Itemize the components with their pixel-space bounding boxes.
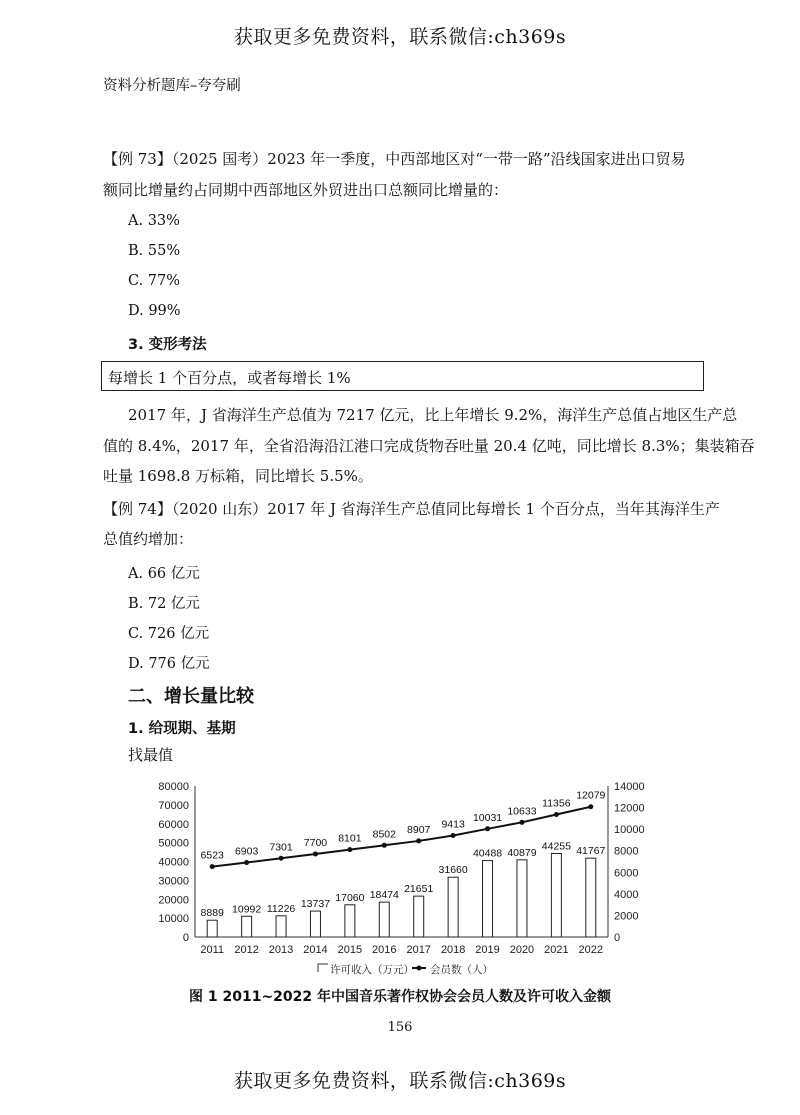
bar-value-label: 31660 (438, 864, 468, 877)
line-value-label: 11356 (542, 797, 571, 810)
left-tick-label: 10000 (158, 913, 189, 926)
line-point (313, 851, 318, 856)
bar (207, 920, 217, 937)
right-tick-label: 10000 (614, 824, 645, 837)
chart-caption: 图 1 2011~2022 年中国音乐著作权协会会员人数及许可收入金额 (188, 989, 612, 1005)
line-point (279, 856, 284, 861)
line-point (485, 826, 490, 831)
option-c-74: C. 726 亿元 (128, 626, 210, 642)
bar-value-label: 8889 (200, 907, 224, 920)
line-point (347, 847, 352, 852)
line-value-label: 6523 (200, 849, 224, 862)
bar (379, 902, 389, 937)
example-73-line-2: 额同比增量约占同期中西部地区外贸进出口总额同比增量的： (103, 181, 509, 199)
line-point (554, 812, 559, 817)
top-banner: 获取更多免费资料，联系微信:ch369s (233, 26, 567, 48)
x-tick-label: 2020 (509, 944, 535, 956)
line-point (588, 804, 593, 809)
left-tick-label: 0 (182, 932, 189, 944)
option-d: D. 99% (128, 303, 181, 319)
line-point (451, 833, 456, 838)
bar-value-label: 10992 (232, 903, 262, 916)
option-d-74: D. 776 亿元 (128, 656, 210, 672)
section-heading: 二、增长量比较 (128, 686, 254, 707)
bar-value-label: 11226 (266, 902, 296, 915)
x-tick-label: 2022 (578, 944, 604, 956)
example-74-line-2: 总值约增加： (103, 530, 194, 548)
bar (483, 861, 493, 937)
right-tick-label: 4000 (614, 888, 639, 901)
bar (242, 916, 252, 937)
line-value-label: 8907 (407, 823, 431, 836)
option-b: B. 55% (128, 243, 181, 259)
bar-value-label: 18474 (369, 889, 399, 902)
line-point (519, 820, 524, 825)
breadcrumb: 资料分析题库–夸夸刷 (103, 78, 241, 94)
line-value-label: 6903 (234, 845, 259, 858)
x-tick-label: 2021 (544, 944, 569, 956)
bar-value-label: 44255 (541, 840, 571, 853)
bar (345, 905, 355, 937)
bottom-banner: 获取更多免费资料，联系微信:ch369s (233, 1070, 567, 1092)
left-tick-label: 70000 (158, 799, 189, 812)
passage-line-1: 2017 年，J 省海洋生产总值为 7217 亿元，比上年增长 9.2%，海洋生产总值占地区生产总 (128, 406, 738, 424)
line-value-label: 7301 (269, 841, 293, 854)
x-tick-label: 2017 (406, 944, 431, 956)
left-tick-label: 50000 (158, 837, 189, 850)
find-max-label: 找最值 (128, 746, 174, 764)
legend-line-label: 会员数（人） (430, 964, 493, 976)
line-value-label: 7700 (303, 836, 328, 849)
left-tick-label: 20000 (158, 894, 189, 907)
example-74-line-1: 【例 74】（2020 山东）2017 年 J 省海洋生产总值同比每增长 1 个百分点，当年其海洋生产 (103, 500, 720, 518)
option-a-74: A. 66 亿元 (128, 566, 200, 582)
bar (414, 896, 424, 937)
bar-value-label: 40488 (472, 847, 503, 860)
x-tick-label: 2016 (372, 944, 397, 956)
line-point (416, 838, 421, 843)
bar (276, 916, 286, 937)
bar-value-label: 41767 (576, 845, 606, 858)
bar (448, 877, 458, 937)
line-value-label: 9413 (441, 818, 465, 831)
left-tick-label: 40000 (158, 856, 189, 869)
line-point (210, 864, 215, 869)
x-tick-label: 2019 (475, 944, 500, 956)
x-tick-label: 2012 (234, 944, 259, 956)
bar (310, 911, 320, 937)
bar-value-label: 21651 (404, 883, 434, 896)
bar (586, 858, 596, 937)
bar (517, 860, 527, 937)
x-tick-label: 2018 (440, 944, 466, 956)
right-tick-label: 2000 (614, 910, 639, 923)
left-tick-label: 30000 (158, 875, 189, 888)
legend-bar-label: 许可收入（万元） (330, 964, 414, 976)
passage-line-2: 值的 8.4%，2017 年，全省沿海沿江港口完成货物吞吐量 20.4 亿吨，同比增长 8.3%；集装箱吞 (103, 437, 755, 455)
right-tick-label: 0 (614, 932, 621, 944)
option-b-74: B. 72 亿元 (128, 596, 200, 612)
x-tick-label: 2015 (337, 944, 363, 956)
example-73-line-1: 【例 73】（2025 国考）2023 年一季度，中西部地区对“一带一路”沿线国家进出口贸易 (103, 150, 686, 168)
line-point (382, 843, 387, 848)
line-point (244, 860, 249, 865)
left-tick-label: 60000 (158, 818, 189, 831)
legend-line-marker (417, 966, 422, 971)
option-c: C. 77% (128, 273, 181, 289)
bar-value-label: 13737 (300, 898, 331, 911)
subsection-heading: 1. 给现期、基期 (128, 721, 236, 737)
passage-line-3: 吐量 1698.8 万标箱，同比增长 5.5%。 (103, 467, 373, 485)
right-tick-label: 8000 (614, 845, 639, 858)
legend-bar-swatch (318, 964, 328, 972)
bar-value-label: 17060 (335, 891, 365, 904)
x-tick-label: 2013 (268, 944, 294, 956)
method-heading: 3. 变形考法 (128, 337, 207, 353)
left-tick-label: 80000 (158, 781, 189, 793)
bar-value-label: 40879 (507, 846, 537, 859)
line-value-label: 8502 (372, 828, 396, 841)
x-tick-label: 2014 (303, 944, 328, 956)
tip-text: 每增长 1 个百分点，或者每增长 1% (108, 369, 351, 387)
line-value-label: 12079 (576, 789, 606, 802)
line-value-label: 10031 (472, 811, 503, 824)
line-value-label: 10633 (507, 805, 537, 818)
right-tick-label: 6000 (614, 867, 639, 880)
line-value-label: 8101 (338, 832, 362, 845)
x-tick-label: 2011 (200, 944, 225, 956)
option-a: A. 33% (128, 213, 180, 229)
right-tick-label: 12000 (614, 802, 645, 815)
bar (551, 853, 561, 937)
page-number: 156 (387, 1020, 413, 1035)
right-tick-label: 14000 (614, 781, 645, 793)
